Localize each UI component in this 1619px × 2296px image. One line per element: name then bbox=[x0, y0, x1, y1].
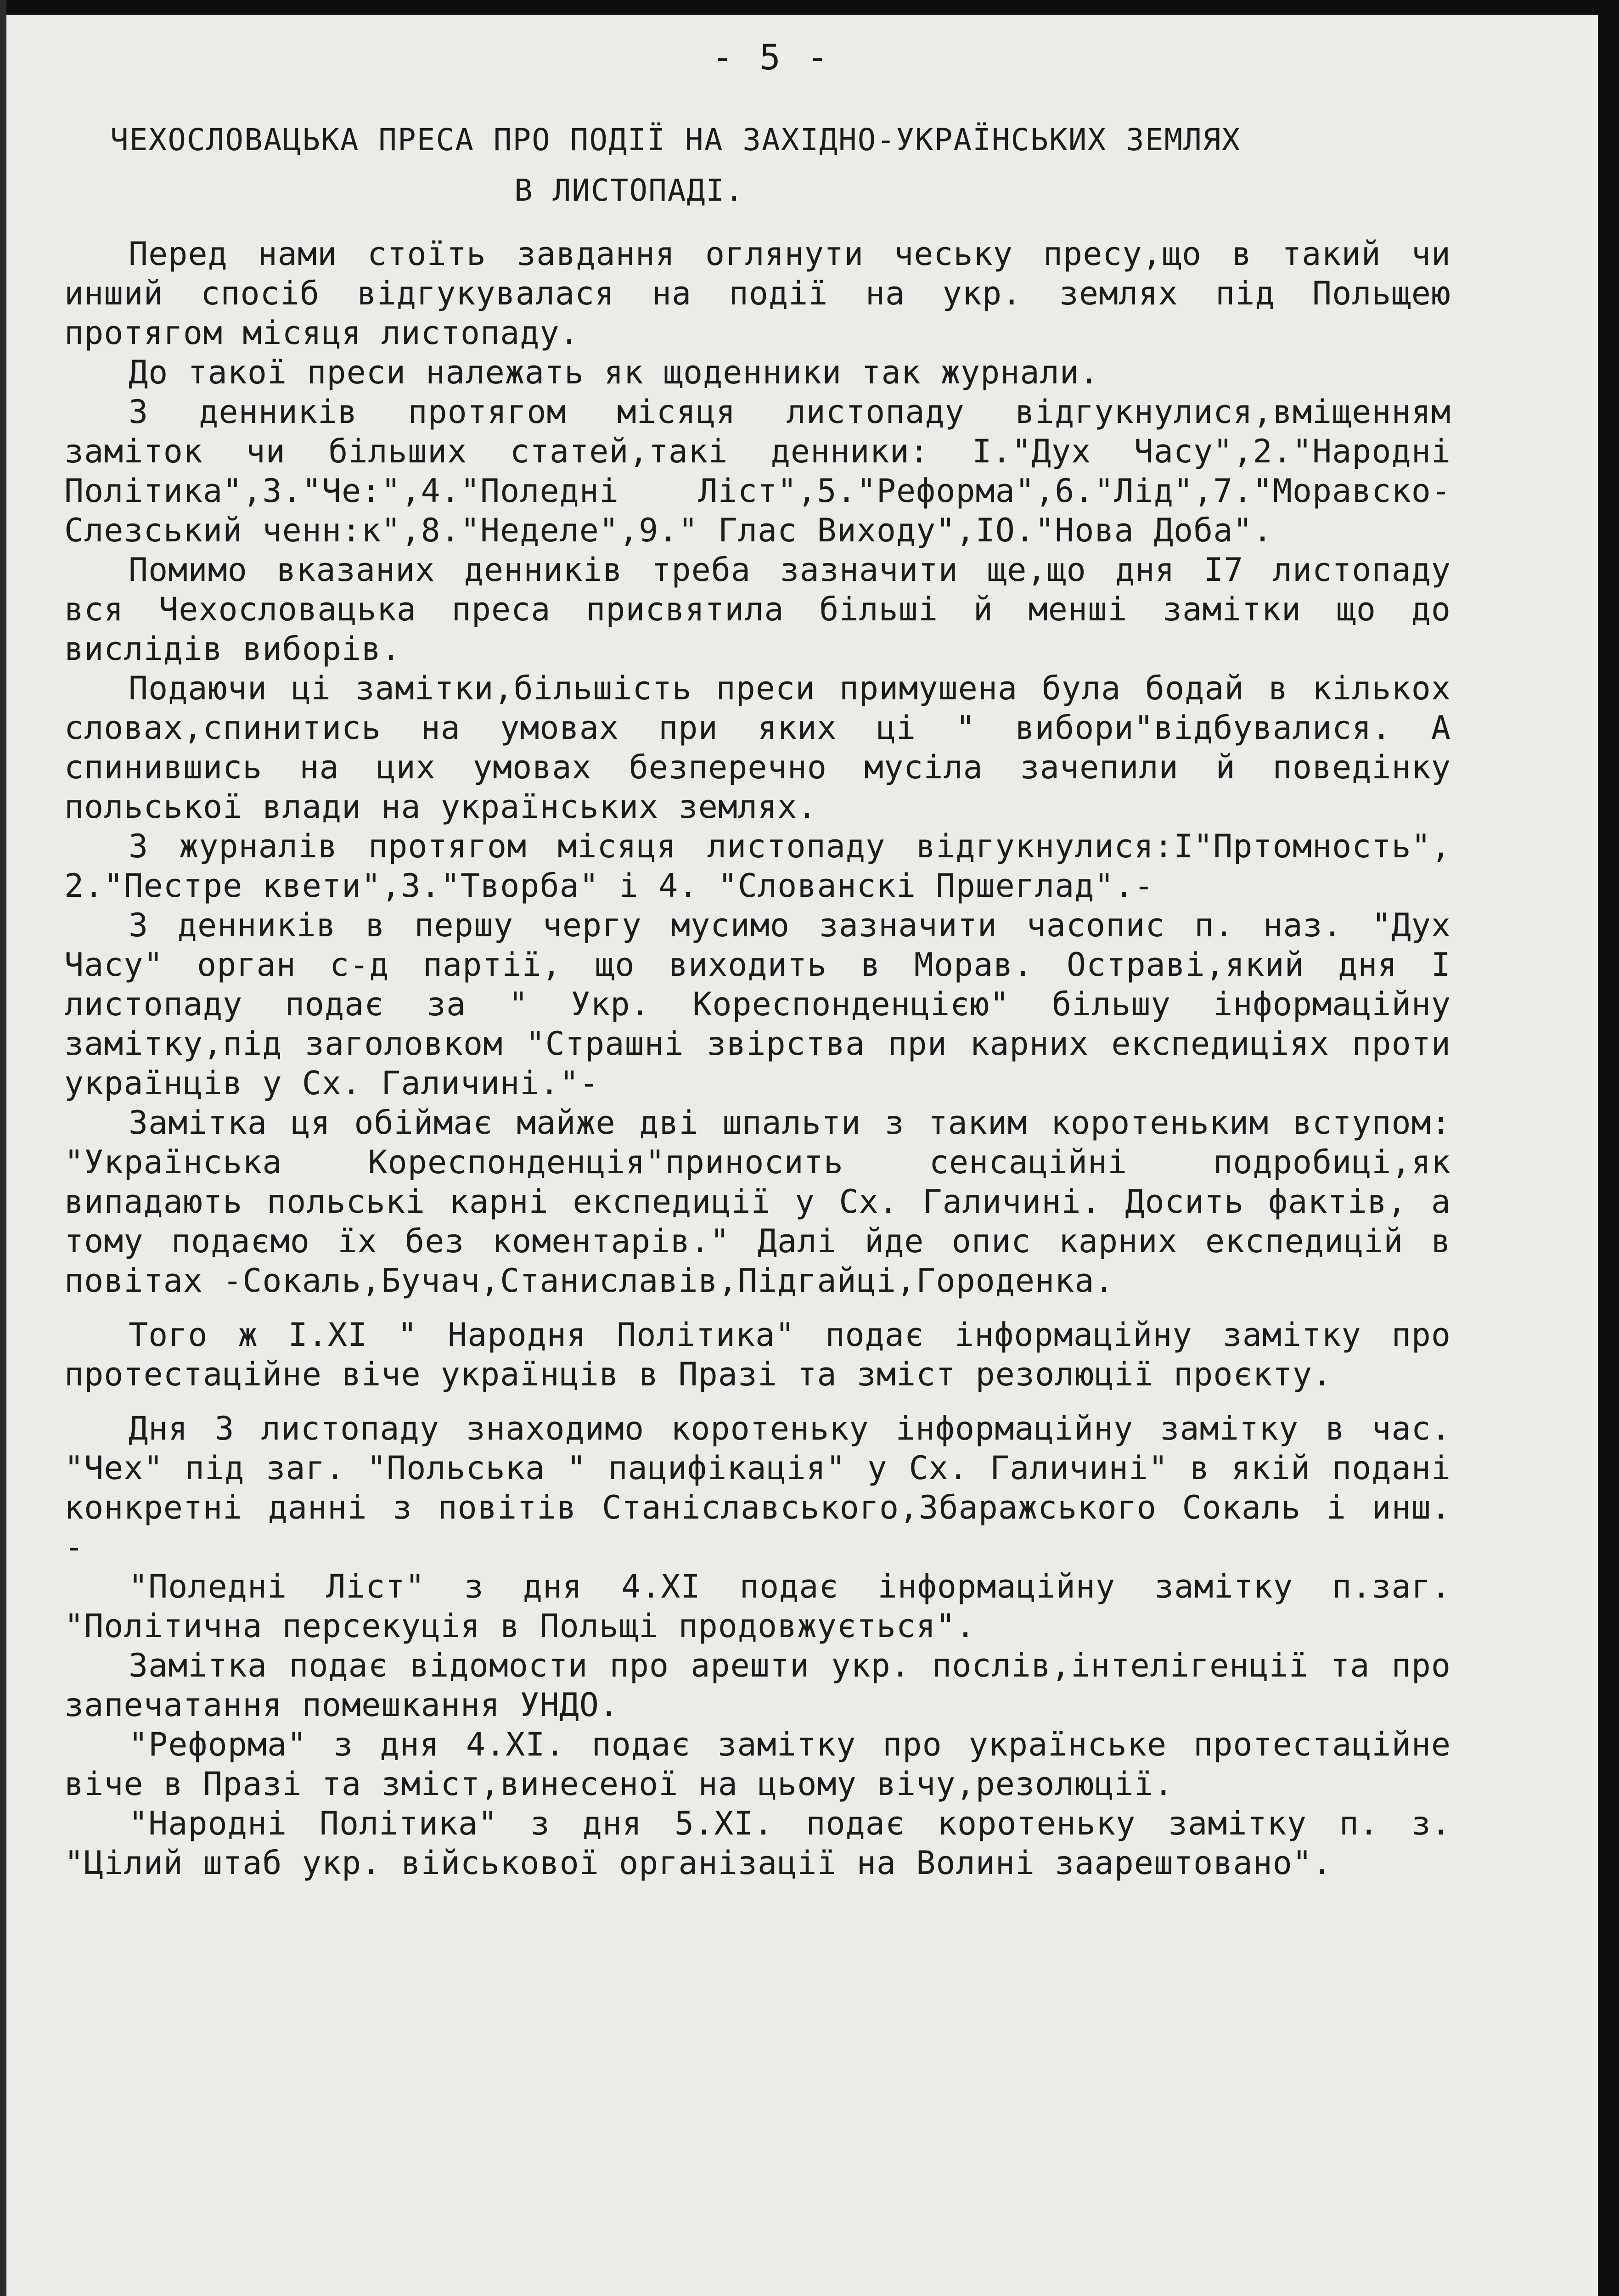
title-line-1: ЧЕХОСЛОВАЦЬКА ПРЕСА ПРО ПОДІЇ НА ЗАХІДНО-УКРАЇНСЬКИХ ЗЕМЛЯХ bbox=[110, 122, 1241, 158]
paragraph: Дня 3 листопаду знаходимо коротеньку інформаційну замітку в час. "Чех" під заг. "Польська " пацифікація" у Сх. Галичині" в якій подані конкретні данні з повітів Станіславського,Збаражського Сокаль і инш. - bbox=[64, 1410, 1451, 1566]
paragraph: "Реформа" з дня 4.ХІ. подає замітку про українське протестаційне віче в Празі та зміст,винесеної на цьому вічу,резолюції. bbox=[64, 1726, 1451, 1803]
paragraph: Замітка ця обіймає майже дві шпальти з таким коротеньким вступом: "Українська Кореспонденція"приносить сенсаційні подробиці,як випадають польські карні експедиції у Сх. Галичині. Досить фактів, а тому подаємо їх без коментарів." Далі йде опис карних експедицій в повітах -Сокаль,Бучач,Станиславів,Підгайці,Городенка. bbox=[64, 1104, 1451, 1300]
paragraph: З денників в першу чергу мусимо зазначити часопис п. наз. "Дух Часу" орган с-д партії, що виходить в Морав. Остраві,який дня І листопаду подає за " Укр. Кореспонденцією" більшу інформаційну замітку,під заголовком "Страшні звірства при карних експедиціях проти українців у Сх. Галичині."- bbox=[64, 906, 1451, 1102]
paragraph: З журналів протягом місяця листопаду відгукнулися:І"Пртомность", 2."Пестре квети",3."Творба" і 4. "Слованскі Пршеглад".- bbox=[64, 827, 1451, 905]
paragraph: До такої преси належать як щоденники так журнали. bbox=[129, 354, 1100, 391]
scan-border-top bbox=[0, 0, 1619, 15]
paragraph: Помимо вказаних денників треба зазначити ще,що дня І7 листопаду вся Чехословацька преса присвятила більші й менші замітки що до вислідів виборів. bbox=[64, 551, 1451, 668]
document-title bbox=[110, 115, 1442, 216]
paragraph: "Народні Політика" з дня 5.ХІ. подає коротеньку замітку п. з. "Цілий штаб укр. військової організації на Волині заарештовано". bbox=[64, 1805, 1451, 1882]
scan-border-right bbox=[1598, 0, 1619, 2296]
paragraph: Того ж І.ХІ " Народня Політика" подає інформаційну замітку про протестаційне віче українців в Празі та зміст резолюції проєкту. bbox=[64, 1316, 1451, 1393]
paragraph: З денників протягом місяця листопаду відгукнулися,вміщенням заміток чи більших статей,такі денники: І."Дух Часу",2."Народні Політика",3."Че:",4."Поледні Ліст",5."Реформа",6."Лід",7."Моравско-Слезський ченн:к",8."Неделе",9." Глас Виходу",ІО."Нова Доба". bbox=[64, 393, 1451, 549]
paragraph: Перед нами стоїть завдання оглянути чеську пресу,що в такий чи инший спосіб відгукувалася на події на укр. землях під Польщею протягом місяця листопаду. bbox=[64, 235, 1451, 352]
title-line-2: В ЛИСТОПАДІ. bbox=[514, 173, 744, 208]
document-body bbox=[64, 234, 1451, 1883]
paragraph: "Поледні Ліст" з дня 4.ХІ подає інформаційну замітку п.заг. "Політична персекуція в Польщі продовжується". bbox=[64, 1568, 1451, 1645]
page-number: - 5 - bbox=[712, 37, 831, 78]
scan-border-left bbox=[0, 0, 6, 2296]
paragraph: Подаючи ці замітки,більшість преси примушена була бодай в кількох словах,спинитись на умовах при яких ці " вибори"відбувалися. А спинившись на цих умовах безперечно мусіла зачепили й поведінку польської влади на українських землях. bbox=[64, 670, 1451, 826]
paragraph: Замітка подає відомости про арешти укр. послів,інтелігенції та про запечатання помешкання УНДО. bbox=[64, 1647, 1451, 1724]
